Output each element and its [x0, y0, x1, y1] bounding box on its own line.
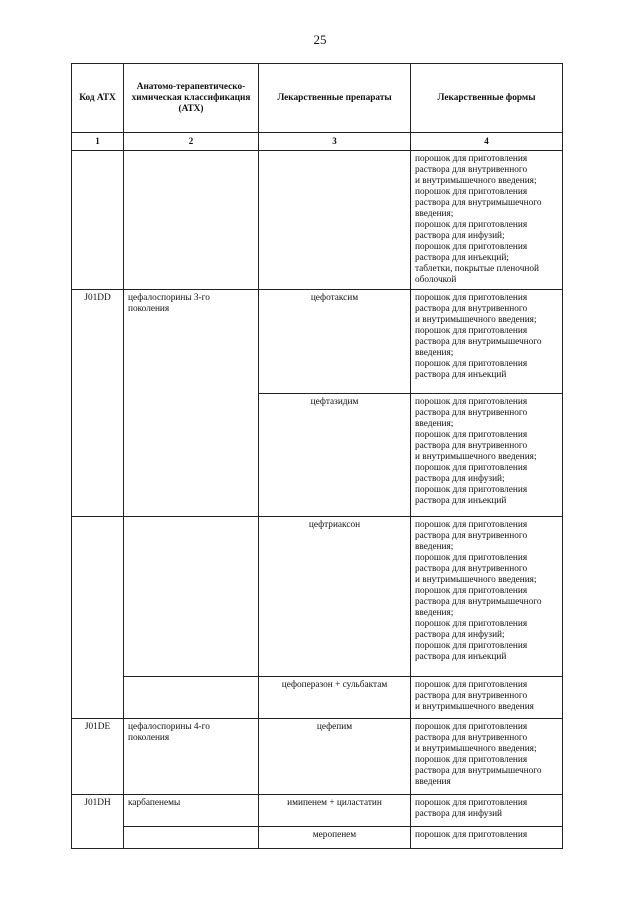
dosage-forms: порошок для приготовления раствора для внутривенного введения; порошок для приготовления раствора для внутривенного и внутримышечного введения; порошок для приготовления раствора для инфузий; порошок для приготовления раствора для инъекций [411, 394, 563, 517]
table-row [72, 827, 563, 849]
column-index: 3 [259, 133, 411, 151]
column-index: 1 [72, 133, 124, 151]
column-index: 2 [124, 133, 259, 151]
drug-name: цефепим [259, 719, 411, 795]
table-row [72, 677, 563, 719]
dosage-forms: порошок для приготовления раствора для внутривенного и внутримышечного введения; порошок для приготовления раствора для внутримышечного введения [411, 719, 563, 795]
atx-classification: цефалоспорины 4-го поколения [124, 719, 259, 795]
dosage-forms: порошок для приготовления [411, 827, 563, 849]
atx-classification [124, 827, 259, 849]
header-drugs: Лекарственные препараты [259, 64, 411, 133]
dosage-forms: порошок для приготовления раствора для внутривенного и внутримышечного введения; порошок для приготовления раствора для внутримышечного введения; порошок для приготовления раствора для инфузий; порошок для приготовления раствора для инъекций; таблетки, покрытые пленочной оболочкой [411, 151, 563, 290]
dosage-forms: порошок для приготовления раствора для внутривенного и внутримышечного введения; порошок для приготовления раствора для внутримышечного введения; порошок для приготовления раствора для инъекций [411, 290, 563, 394]
atx-classification [124, 151, 259, 290]
column-index: 4 [411, 133, 563, 151]
drug-name: цефоперазон + сульбактам [259, 677, 411, 719]
atx-code: J01DH [72, 795, 124, 849]
atx-classification [124, 677, 259, 719]
table-row [72, 719, 563, 795]
atx-classification: цефалоспорины 3-го поколения [124, 290, 259, 517]
atx-code [72, 517, 124, 719]
drug-name: меропенем [259, 827, 411, 849]
header-classification: Анатомо-терапевтическо-химическая классификация (АТХ) [124, 64, 259, 133]
page-number: 25 [313, 32, 327, 47]
drug-name: имипенем + циластатин [259, 795, 411, 827]
drug-name: цефтазидим [259, 394, 411, 517]
atx-table [71, 63, 563, 849]
header-forms: Лекарственные формы [411, 64, 563, 133]
header-code: Код АТХ [72, 64, 124, 133]
drug-name: цефтриаксон [259, 517, 411, 677]
table-header-row [72, 64, 563, 133]
table-row [72, 795, 563, 827]
atx-classification: карбапенемы [124, 795, 259, 827]
atx-code: J01DE [72, 719, 124, 795]
dosage-forms: порошок для приготовления раствора для внутривенного введения; порошок для приготовления раствора для внутривенного и внутримышечного введения; порошок для приготовления раствора для внутримышечного введения; порошок для приготовления раствора для инфузий; порошок для приготовления раствора для инъекций [411, 517, 563, 677]
atx-code [72, 151, 124, 290]
column-index-row [72, 133, 563, 151]
atx-classification [124, 517, 259, 677]
table-row [72, 517, 563, 677]
table-row [72, 290, 563, 394]
drug-name: цефотаксим [259, 290, 411, 394]
atx-code: J01DD [72, 290, 124, 517]
dosage-forms: порошок для приготовления раствора для внутривенного и внутримышечного введения [411, 677, 563, 719]
drug-name [259, 151, 411, 290]
dosage-forms: порошок для приготовления раствора для инфузий [411, 795, 563, 827]
table-row [72, 151, 563, 290]
